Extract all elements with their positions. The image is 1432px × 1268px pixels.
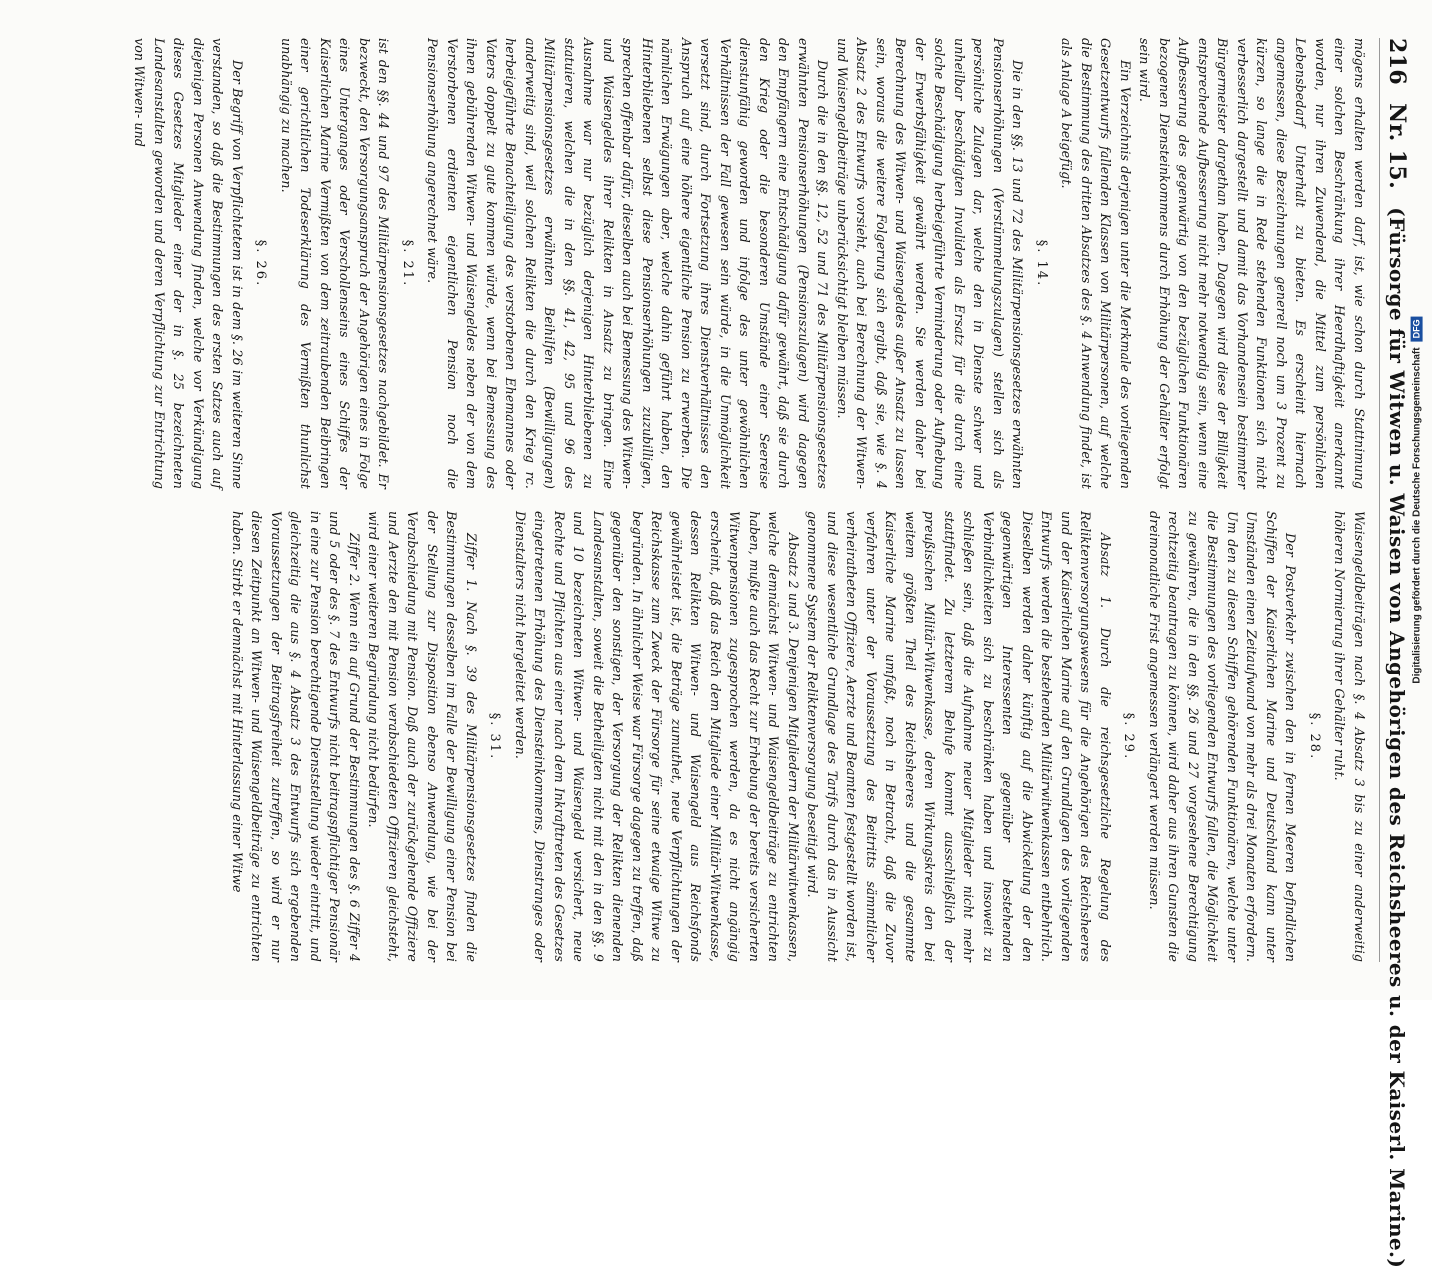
section-heading: §. 31. <box>487 712 503 761</box>
paragraph: Die in den §§. 13 und 72 des Militärpensionsgesetzes erwähnten Pensionserhöhungen (Verstümmelungszulagen) stellen sich als persönliche Zulagen dar, welche den in Dienste schwer und unheilbar beschädigten Invaliden als Ersatz für die durch eine solche Beschädigung herbeigeführte Verminderung oder Aufhebung der Erwerbsfähigkeit gewährt werden. Sie werden daher bei Berechnung des Witwen- und Waisengeldes außer Ansatz zu lassen sein, woraus die weitere Folgerung sich ergibt, daß sie, wie §. 4 Absatz 2 des Entwurfs vorsieht, auch bei Berechnung der Witwen- und Waisengeldbeiträge unberücksichtigt bleiben müssen. <box>835 38 1026 489</box>
paragraph: Der Postverkehr zwischen den in fernen Meeren befindlichen Schiffen der Kaiserlichen Marine und Deutschland kann unter Umständen einen Zeitaufwand von mehr als drei Monaten erfordern. Um den zu diesen Schiffen gehörenden Funktionären, welche unter die Bestimmungen des vorliegenden Entwurfs fallen, die Möglichkeit zu gewähren, die in den §§. 26 und 27 vorgesehene Berechtigung rechtzeitig beantragen zu können, wird daher aus ihren Gunsten die dreimonatliche Frist angemessen verlängert werden müssen. <box>1147 511 1299 962</box>
paragraph: Der Begriff von Verpflichtetem ist in dem §. 26 im weiteren Sinne verstanden, so daß die Bestimmungen des ersten Satzes auch auf diejenigen Personen Anwendung finden, welche vor Verkündigung dieses Gesetzes Mitglieder einer der in §. 25 bezeichneten Landesanstalten geworden und deren Verpflichtung zur Entrichtung von Witwen- und <box>132 38 245 489</box>
section-heading: §. 28. <box>1307 712 1322 761</box>
page-number: 216 <box>1384 38 1410 86</box>
paragraph: Ziffer 2. Wenn ein auf Grund der Bestimmungen des §. 6 Ziffer 4 und 5 oder des §. 7 des Entwurfs nicht beitragspflichtiger Pensionär in eine zur Pension berechtigende Dienststellung wieder eintritt, und gleichzeitig die aus §. 4 Absatz 3 des Entwurfs sich ergebenden Voraussetzungen der Beitragsfreiheit zutreffen, so wird er nur diesen Zeitpunkt an Witwen- und Waisengeldbeiträge zu entrichten haben. Stirbt er demnächst mit Hinterlassung einer Witwe <box>230 511 362 962</box>
paragraph: Absatz 2 und 3. Denjenigen Mitgliedern der Militärwitwenkassen, welche demnächst Witwen- und Waisengeldbeiträge zu entrichten haben, mußte auch das Recht zur Erhebung der bereits versicherten Witwenpensionen zugesprochen werden, da es nicht angängig erscheint, daß das Reich dem Mitgliede einer Militär-Witwenkasse, dessen Relikten Witwen- und Waisengeld aus Reichsfonds gewährleistet ist, die Beträge zumuthet, neue Verpflichtungen der Reichskasse zum Zweck der Fürsorge für seine etwaige Witwe zu begründen. In ähnlicher Weise war Fürsorge dagegen zu treffen, daß gegenüber den sonstigen, der Versorgung der Relikten dienenden Landesanstalten, soweit die Betheiligten nicht mit den in den §§. 9 und 10 bezeichneten Witwen- und Waisengeld versichert, neue Rechte und Pflichten aus einer nach dem Inkrafttreten des Gesetzes eingetretenen Erhöhung des Diensteinkommens, Dienstranges oder Dienstalters nicht hergeleitet werden. <box>513 511 801 962</box>
section-heading: §. 21. <box>400 239 415 288</box>
document-page <box>16 20 1416 1268</box>
paragraph: Absatz 1. Durch die reichsgesetzliche Regelung des Reliktenversorgungswesens für die Angehörigen des Reichsheeres und der Kaiserlichen Marine auf den Grundlagen des vorliegenden Entwurfs werden die bestehenden Militärwitwenkassen entbehrlich. Dieselben werden daher künftig auf die Abwickelung der den gegenwärtigen Interessenten gegenüber bestehenden Verbindlichkeiten sich zu beschränken haben und insoweit zu schließen sein, daß die Aufnahme neuer Mitglieder nicht mehr stattfindet. Zu letzterem Behufe kommt ausschließlich der preußischen Militär-Witwenkasse, deren Wirkungskreis den bei weitem größten Theil des Reichsheeres und die gesammte Kaiserliche Marine umfaßt, noch in Betracht, daß die Zuvor verfahren unter der Voraussetzung des Beitritts sämmtlicher verheiratheten Offiziere, Aerzte und Beamten festgestellt worden ist, und diese wesentliche Grundlage des Tarifs durch das in Aussicht genommene System der Reliktenversorgung beseitigt wird. <box>805 511 1113 962</box>
paragraph: ist den §§. 44 und 97 des Militärpensionsgesetzes nachgebildet. Er bezweckt, den Versorgungsanspruch der Angehörigen eines in Folge eines Unterganges oder Verschollenseins eines Schiffes der Kaiserlichen Marine Vermißten von dem zeitraubenden Beibringen einer gerichtlichen Todeserklärung des Vermißten thunlichst unabhängig zu machen. <box>279 38 392 489</box>
text-columns <box>132 38 1369 962</box>
digitization-credit <box>1404 0 1430 1000</box>
paragraph: Ein Verzeichnis derjenigen unter die Merkmale des vorliegenden Gesetzentwurfs fallenden Klassen von Militärpersonen, auf welche die Bestimmung des dritten Absatzes des §. 4 Anwendung findet, ist als Anlage A beigefügt. <box>1059 38 1133 489</box>
paragraph: mögens erhalten werden darf, ist, wie schon durch Stattnimung einer solchen Beschränkung ihrer Heerdhaftigkeit anerkannt worden, nur ihren Zuwendend, die Mittel zum persönlichen Lebensbedarf Unterhalt zu bieten. Es erscheint hiernach angemessen, diese Bezeichnungen generell noch um 3 Prozent zu kürzen, so lange die in Rede stehenden Funktionen sich nicht verbesserlich dargestellt und damit das Vorhandensein bestimmter Bürgermeister dargethan haben. Dagegen wird diese der Billigkeit entsprechende Aufbesserung nicht mehr notwendig sein, wenn eine Aufbesserung des gegenwärtig von den bezüglichen Funktionären bezogenen Diensteinkommens durch Erhöhung der Gehälter erfolgt sein wird. <box>1137 38 1367 489</box>
paragraph: Ziffer 1. Nach §. 39 des Militärpensionsgesetzes finden die Bestimmungen desselben im Falle der Bewilligung einer Pension bei der Stellung zur Disposition ebenso Anwendung, wie bei der Verabschiedung mit Pension. Daß auch der zurückgehende Offiziere und Aerzte den mit Pension verabschiedeten Offizieren gleichsteht, wird einer weiteren Begründung nicht bedürfen. <box>366 511 479 962</box>
digitization-credit-inner <box>1411 316 1423 683</box>
document-number: Nr. 15. <box>1384 103 1410 190</box>
paragraph: Durch die in den §§. 12, 52 und 71 des Militärpensionsgesetzes erwähnten Pensionserhöhungen (Pensionszulagen) wird dagegen den Empfängern eine Entschädigung dafür gewährt, daß sie durch den Krieg oder die besonderen Umstände einer Seereise dienstunfähig geworden und infolge des unter gewöhnlichen Verhältnissen der Fall gewesen sein würde, in die Unmöglichkeit versetzt sind, durch Fortsetzung ihres Dienstverhältnisses den Anspruch auf eine höhere eigentliche Pension zu erwerben. Die nämlichen Erwägungen aber, welche dahin geführt haben, den Hinterbliebenen selbst diese Pensionserhöhungen zuzubilligen, sprechen offenbar dafür, dieselben auch bei Bemessung des Witwen- und Waisengeldes ihrer Relikten in Ansatz zu bringen. Eine Ausnahme war nur bezüglich derjenigen Hinterbliebenen zu statuieren, welchen die in den §§. 41, 42, 95 und 96 des Militärpensionsgesetzes erwähnten Beihilfen (Bewilligungen) anderweitig sind, weil solchen Relikten die durch den Krieg rc. herbeigeführte Benachteiligung des verstorbenen Ehemannes oder Vaters doppelt zu gute kommen würde, wenn bei Bemessung des ihnen gebührenden Witwen- und Waisengeldes neben der von dem Verstorbenen erdienten eigentlichen Pension noch die Pensionserhöhung angerechnet wäre. <box>425 38 831 489</box>
dfg-logo: DFG <box>1411 316 1423 341</box>
section-heading: §. 26. <box>253 239 269 288</box>
section-heading: §. 29. <box>1121 712 1137 761</box>
left-column <box>132 38 1369 489</box>
page-title: (Fürsorge für Witwen u. Waisen von Angehörigen des Reichsheeres u. der Kaiserl. Marine.) <box>1385 207 1409 1268</box>
right-column <box>189 511 1369 962</box>
section-heading: §. 14. <box>1034 239 1049 288</box>
paragraph: Waisengeldbeiträgen nach §. 4 Absatz 3 bis zu einer anderweitig höheren Normierung ihrer Gehälter ruht. <box>1332 511 1367 962</box>
digitization-text: Digitalisierung gefördert durch die Deutsche Forschungsgemeinschaft <box>1411 347 1423 684</box>
